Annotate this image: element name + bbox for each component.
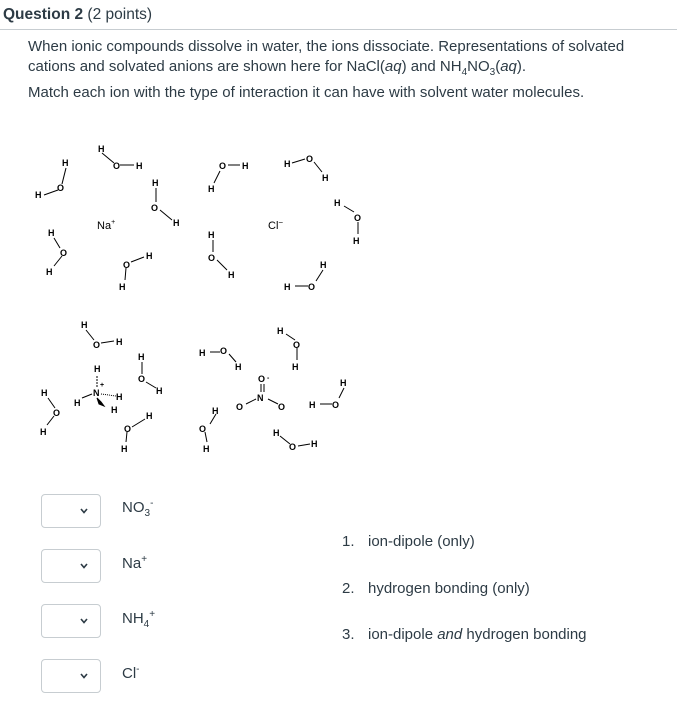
svg-text:H: H [62, 158, 69, 168]
question-prompt: When ionic compounds dissolve in water, the ions dissociate. Representations of solvated cations and solvated anions are shown here for NaCl(aq) and $NH_4NO_3(aq)$. Match each ion with the type of interaction it can have with solvent water molecules. [28, 38, 625, 101]
water-molecule [81, 320, 123, 350]
svg-text:H: H [94, 364, 101, 374]
water-molecule [277, 326, 300, 372]
water-molecule [98, 144, 143, 171]
svg-text:H: H [121, 444, 128, 454]
option-2: 2. hydrogen bonding (only) [342, 580, 530, 597]
nacl-solvation-diagram [35, 144, 361, 292]
svg-text:H: H [40, 427, 47, 437]
nh4no3-solvation-diagram [40, 320, 347, 454]
sodium-ion-label: Na+ [97, 219, 116, 232]
match-select-no3[interactable] [41, 494, 101, 528]
svg-text:H: H [119, 282, 126, 292]
svg-text:O: O [123, 260, 131, 270]
svg-text:H: H [46, 267, 53, 277]
svg-text:H: H [228, 270, 235, 280]
svg-text:O: O [57, 183, 65, 193]
svg-text:H: H [116, 337, 123, 347]
svg-text:H: H [48, 228, 55, 238]
chevron-down-icon [78, 670, 90, 682]
svg-text:O: O [236, 402, 244, 412]
water-molecule [121, 411, 153, 454]
water-molecule [284, 154, 329, 183]
svg-text:H: H [242, 161, 249, 171]
svg-text:O: O [199, 424, 207, 434]
svg-text:O: O [208, 253, 216, 263]
svg-text:O: O [53, 408, 61, 418]
svg-text:H: H [353, 236, 360, 246]
svg-text:O: O [332, 400, 340, 410]
ion-label-cl: Cl- [122, 664, 140, 682]
svg-text:H: H [156, 386, 163, 396]
match-select-nh4[interactable] [41, 604, 101, 638]
svg-text:O: O [293, 340, 301, 350]
svg-text:O: O [124, 424, 132, 434]
ion-label-nh4: $NH_4^+$ [122, 609, 156, 630]
svg-text:H: H [208, 230, 215, 240]
match-select-na[interactable] [41, 549, 101, 583]
water-molecule [199, 406, 219, 454]
water-molecule [35, 158, 69, 200]
svg-text:O: O [278, 402, 286, 412]
water-molecule [46, 228, 67, 277]
svg-text:H: H [235, 362, 242, 372]
svg-text:-: - [267, 375, 270, 382]
svg-text:H: H [292, 362, 299, 372]
water-molecule [199, 346, 242, 372]
svg-text:N: N [93, 388, 100, 398]
svg-text:H: H [284, 159, 291, 169]
svg-text:O: O [138, 374, 146, 384]
svg-text:H: H [35, 190, 42, 200]
svg-text:H: H [199, 348, 206, 358]
water-molecule [309, 378, 347, 410]
option-1: 1. ion-dipole (only) [342, 533, 475, 550]
svg-text:O: O [219, 161, 227, 171]
svg-text:N: N [257, 393, 264, 403]
svg-text:H: H [322, 173, 329, 183]
svg-text:O: O [289, 442, 297, 452]
chevron-down-icon [78, 560, 90, 572]
ion-label-na: Na+ [122, 554, 148, 572]
water-molecule [273, 428, 318, 452]
svg-text:O: O [93, 340, 101, 350]
svg-text:O: O [151, 203, 159, 213]
ammonium-ion [74, 364, 123, 415]
svg-text:H: H [116, 392, 123, 402]
svg-text:O: O [306, 154, 314, 164]
svg-text:H: H [273, 428, 280, 438]
chevron-down-icon [78, 615, 90, 627]
chloride-ion-label: Cl− [268, 218, 284, 232]
svg-text:H: H [284, 282, 291, 292]
svg-text:H: H [309, 400, 316, 410]
svg-text:O: O [113, 161, 121, 171]
question-points: (2 points) [87, 6, 153, 23]
svg-text:H: H [320, 260, 327, 270]
water-molecule [334, 198, 361, 246]
svg-text:+: + [100, 382, 105, 389]
option-3: 3. ion-dipole and hydrogen bonding [342, 626, 587, 643]
svg-text:O: O [220, 346, 228, 356]
svg-text:H: H [81, 320, 88, 330]
ion-label-no3: $NO_3^-$ [122, 498, 154, 519]
svg-text:O: O [258, 374, 266, 384]
svg-text:H: H [146, 251, 153, 261]
question-number: Question 2 [3, 6, 84, 23]
svg-text:O: O [60, 248, 68, 258]
water-molecule [208, 161, 249, 194]
water-molecule [40, 388, 60, 437]
svg-text:H: H [136, 161, 143, 171]
svg-text:H: H [152, 178, 159, 188]
svg-text:H: H [173, 218, 180, 228]
svg-text:H: H [340, 378, 347, 388]
svg-text:H: H [138, 352, 145, 362]
svg-text:H: H [74, 398, 81, 408]
svg-text:H: H [41, 388, 48, 398]
water-molecule [138, 352, 163, 396]
svg-text:H: H [146, 411, 153, 421]
svg-text:O: O [308, 282, 316, 292]
nitrate-ion [236, 374, 285, 412]
chevron-down-icon [78, 505, 90, 517]
svg-text:H: H [277, 326, 284, 336]
svg-text:H: H [212, 406, 219, 416]
svg-text:O: O [354, 213, 362, 223]
svg-text:H: H [311, 439, 318, 449]
water-molecule [151, 178, 180, 228]
water-molecule [208, 230, 235, 280]
water-molecule [119, 251, 153, 292]
water-molecule [284, 260, 327, 292]
svg-text:H: H [208, 184, 215, 194]
svg-text:H: H [334, 198, 341, 208]
match-select-cl[interactable] [41, 659, 101, 693]
prompt-instruction: Match each ion with the type of interaction it can have with solvent water molecules. [28, 84, 585, 101]
svg-text:H: H [203, 444, 210, 454]
svg-text:H: H [98, 144, 105, 154]
svg-text:H: H [111, 405, 118, 415]
